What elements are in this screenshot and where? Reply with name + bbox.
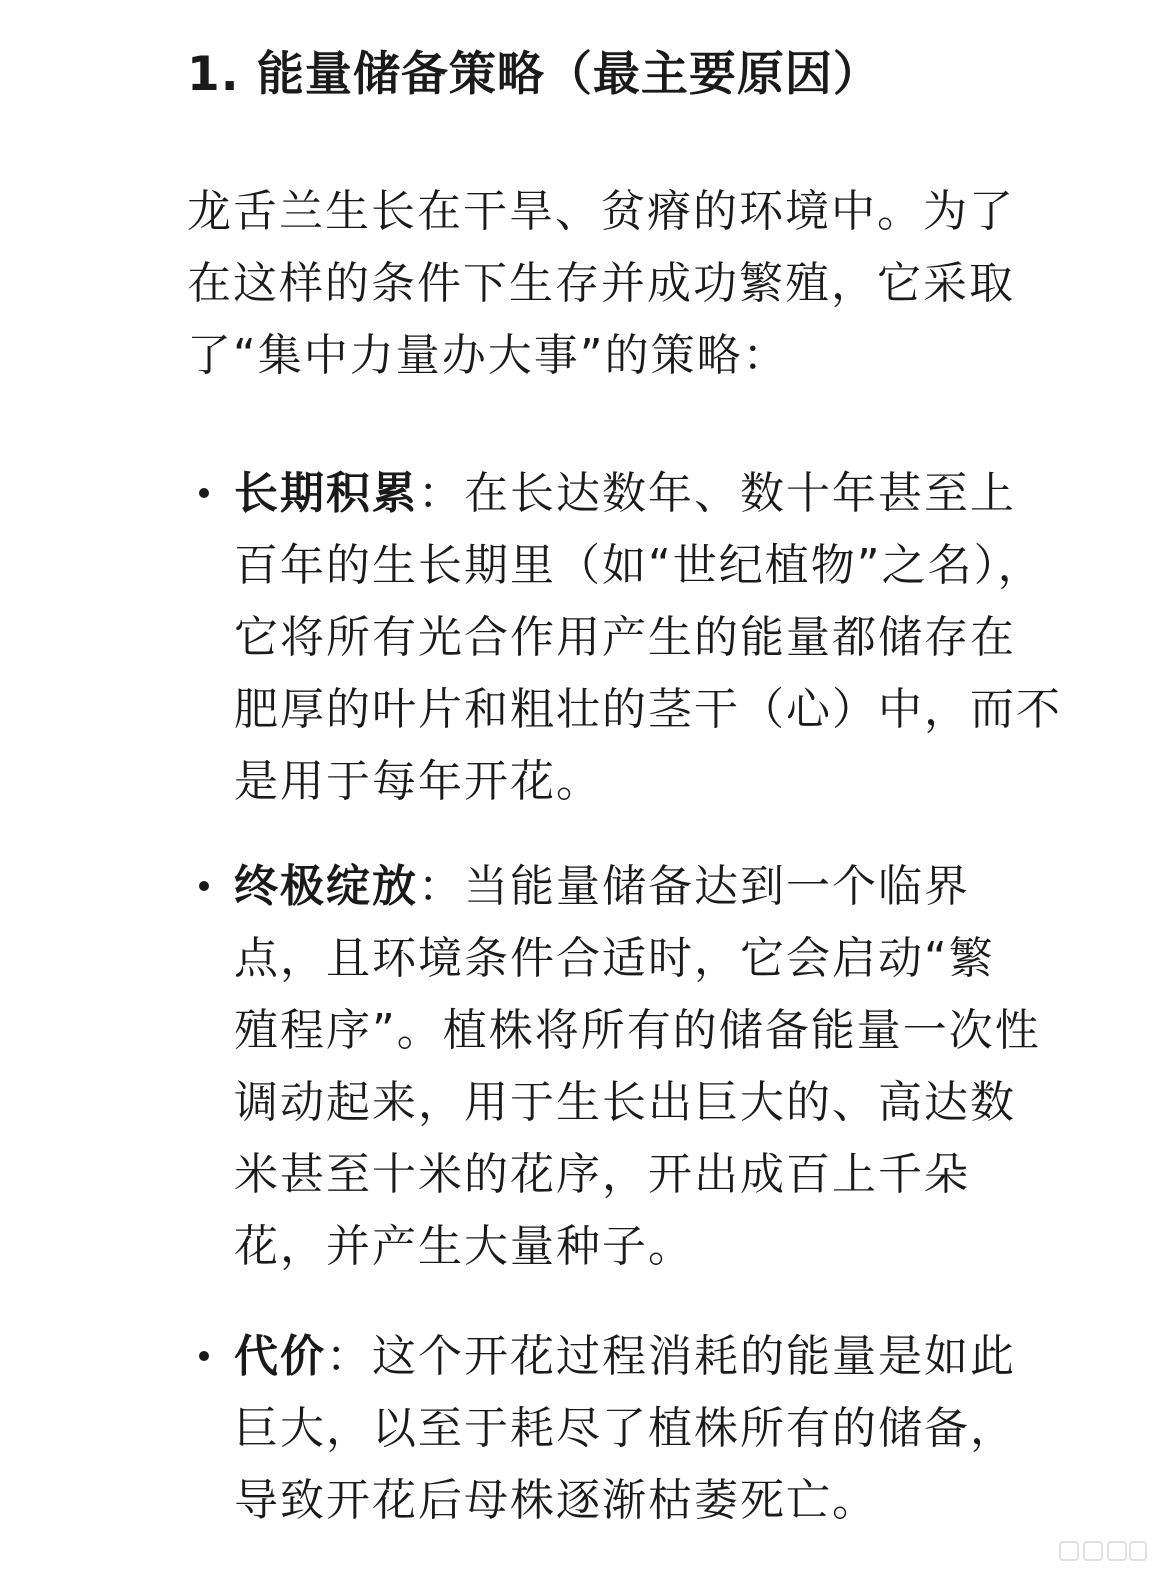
watermark-logo-icon [1058, 1536, 1148, 1566]
term-separator: ： [418, 861, 464, 912]
section-heading: 1. 能量储备策略（最主要原因） [187, 47, 881, 102]
list-item-line-text: 当能量储备达到一个临界 [464, 861, 970, 912]
list-item-line: 花，并产生大量种子。 [234, 1221, 694, 1272]
bullet-dot-icon [199, 881, 209, 891]
list-item-line: 巨大，以至于耗尽了植株所有的储备， [234, 1403, 1016, 1454]
term-separator: ： [418, 468, 464, 519]
list-item-line-text: 在长达数年、数十年甚至上 [464, 468, 1016, 519]
intro-paragraph [187, 176, 1107, 392]
list-item-line [234, 1321, 1127, 1393]
term-separator: ： [326, 1331, 372, 1382]
list-item-line: 它将所有光合作用产生的能量都储存在 [234, 612, 1016, 663]
intro-line: 了“集中力量办大事”的策略： [187, 330, 789, 381]
list-item-line [234, 851, 1127, 923]
list-item-line [234, 458, 1127, 530]
list-item-line: 导致开花后母株逐渐枯萎死亡。 [234, 1475, 878, 1526]
list-item-text [234, 851, 1127, 1283]
list-item-line: 肥厚的叶片和粗壮的茎干（心）中，而不 [234, 684, 1062, 735]
list-item-term: 终极绽放 [234, 861, 418, 912]
list-item-line: 调动起来，用于生长出巨大的、高达数 [234, 1077, 1016, 1128]
intro-line: 在这样的条件下生存并成功繁殖，它采取 [187, 258, 1015, 309]
list-item-line: 米甚至十米的花序，开出成百上千朵 [234, 1149, 970, 1200]
list-item-term: 代价 [234, 1331, 326, 1382]
list-item-text [234, 458, 1127, 818]
list-item-line: 点，且环境条件合适时，它会启动“繁 [234, 933, 995, 984]
list-item-text [234, 1321, 1127, 1537]
bullet-dot-icon [199, 488, 209, 498]
intro-line: 龙舌兰生长在干旱、贫瘠的环境中。为了 [187, 186, 1015, 237]
list-item-line: 殖程序”。植株将所有的储备能量一次性 [234, 1005, 1041, 1056]
list-item-term: 长期积累 [234, 468, 418, 519]
list-item-line: 百年的生长期里（如“世纪植物”之名）， [234, 540, 1044, 591]
list-item-line-text: 这个开花过程消耗的能量是如此 [372, 1331, 1016, 1382]
bullet-dot-icon [199, 1351, 209, 1361]
list-item-line: 是用于每年开花。 [234, 756, 602, 807]
